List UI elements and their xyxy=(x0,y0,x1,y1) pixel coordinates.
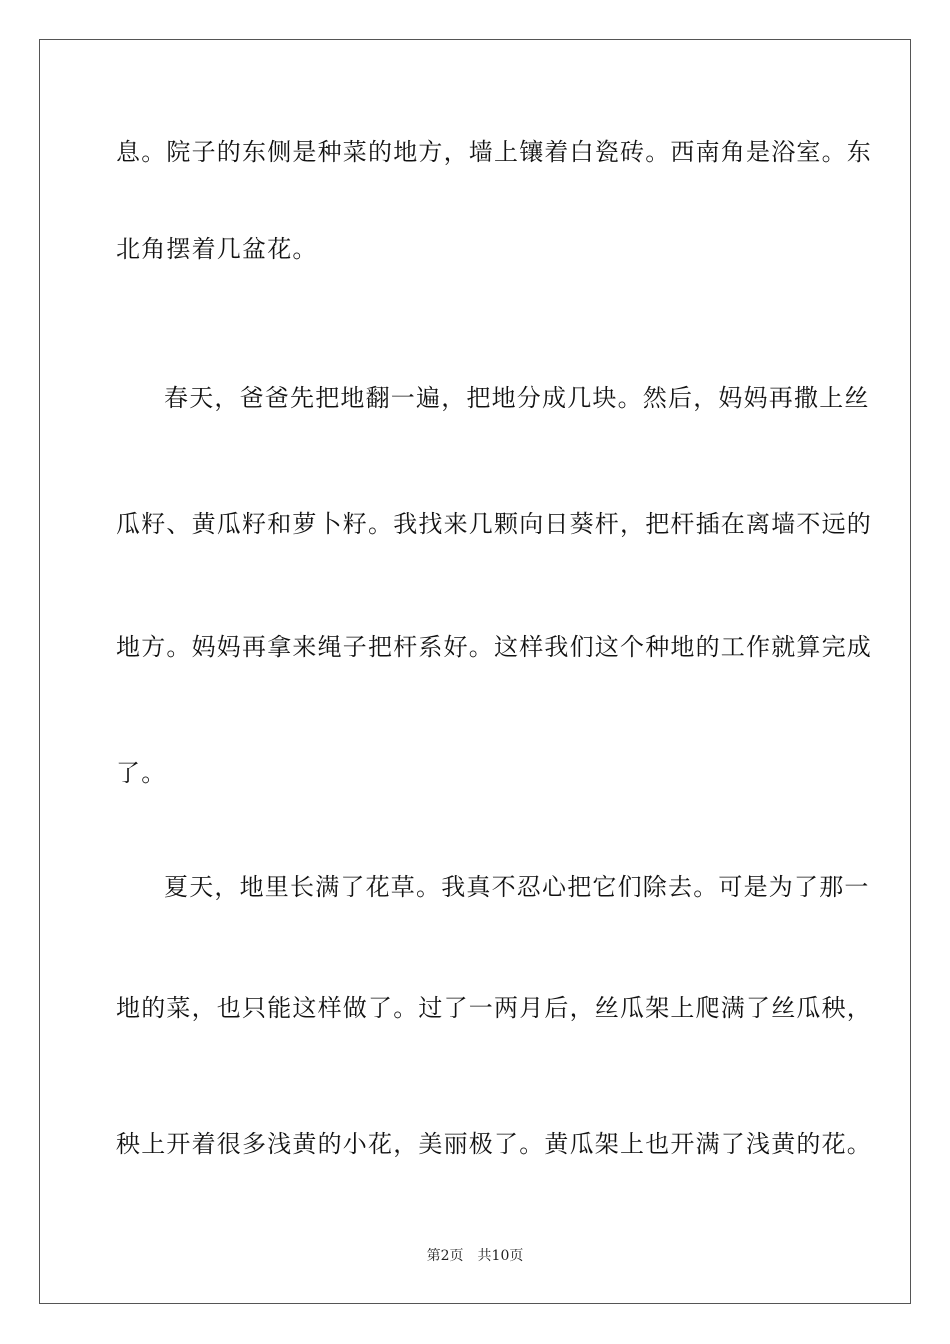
page-number: 第2页 xyxy=(426,1248,464,1264)
text-line: 了。 xyxy=(116,759,167,787)
text-line: 北角摆着几盆花。 xyxy=(116,235,318,263)
paragraph-start-line: 春天，爸爸先把地翻一遍，把地分成几块。然后，妈妈再撒上丝 xyxy=(164,384,870,412)
text-line: 秧上开着很多浅黄的小花，美丽极了。黄瓜架上也开满了浅黄的花。 xyxy=(116,1130,872,1158)
paragraph-start-line: 夏天，地里长满了花草。我真不忍心把它们除去。可是为了那一 xyxy=(164,873,870,901)
text-line: 息。院子的东侧是种菜的地方，墙上镶着白瓷砖。西南角是浴室。东 xyxy=(116,138,872,166)
text-line: 地的菜，也只能这样做了。过了一两月后，丝瓜架上爬满了丝瓜秧， xyxy=(116,994,872,1022)
page-total: 共10页 xyxy=(477,1248,524,1264)
page-frame xyxy=(39,39,911,1304)
text-line: 地方。妈妈再拿来绳子把杆系好。这样我们这个种地的工作就算完成 xyxy=(116,633,872,661)
text-line: 瓜籽、黄瓜籽和萝卜籽。我找来几颗向日葵杆，把杆插在离墙不远的 xyxy=(116,510,872,538)
page-footer xyxy=(0,1247,950,1265)
